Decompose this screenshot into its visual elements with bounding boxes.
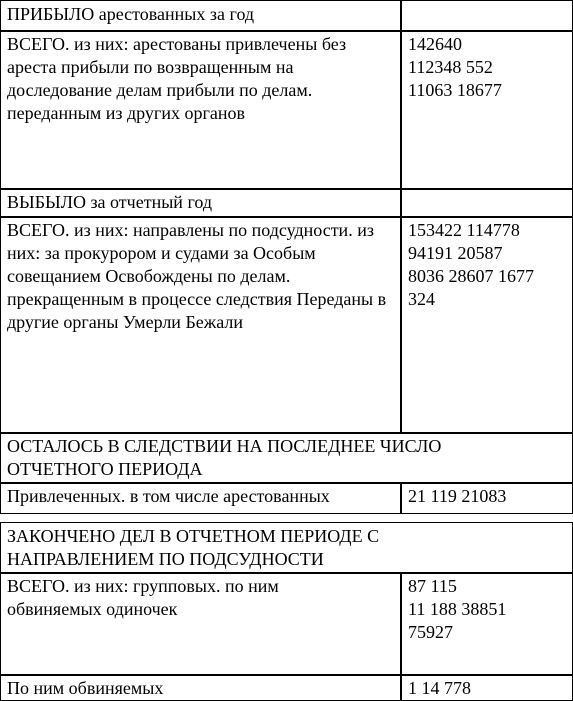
row-value: 142640 112348 552 11063 18677 xyxy=(400,30,573,190)
table-row xyxy=(0,674,573,701)
table-row xyxy=(0,30,573,190)
row-label: По ним обвиняемых xyxy=(0,674,402,701)
row-value: 153422 114778 94191 20587 8036 28607 1677 324 xyxy=(400,216,573,434)
row-label: ВСЕГО. из них: направлены по подсудности. из них: за прокурором и судами за Особым совещанием Освобождены по делам. прекращенным в процессе следствия Переданы в другие органы Умерли Бежали xyxy=(0,216,402,434)
row-value xyxy=(400,0,573,32)
table-row xyxy=(0,0,573,32)
row-value xyxy=(400,188,573,218)
row-label: ВСЕГО. из них: арестованы привлечены без ареста прибыли по возвращенным на доследование делам прибыли по делам. переданным из других органов xyxy=(0,30,402,190)
table-row xyxy=(0,482,573,514)
row-label: ВЫБЫЛО за отчетный год xyxy=(0,188,402,218)
section-header-row xyxy=(0,522,573,574)
section-header: ЗАКОНЧЕНО ДЕЛ В ОТЧЕТНОМ ПЕРИОДЕ С НАПРАВЛЕНИЕМ ПО ПОДСУДНОСТИ xyxy=(0,522,573,574)
table-row xyxy=(0,572,573,676)
row-label: ПРИБЫЛО арестованных за год xyxy=(0,0,402,32)
row-label: ВСЕГО. из них: групповых. по ним обвиняемых одиночек xyxy=(0,572,402,676)
table-row xyxy=(0,188,573,218)
row-value: 87 115 11 188 38851 75927 xyxy=(400,572,573,676)
table-row xyxy=(0,216,573,434)
row-value: 21 119 21083 xyxy=(400,482,573,514)
row-label: Привлеченных. в том числе арестованных xyxy=(0,482,402,514)
section-header-row xyxy=(0,432,573,484)
section-header: ОСТАЛОСЬ В СЛЕДСТВИИ НА ПОСЛЕДНЕЕ ЧИСЛО ОТЧЕТНОГО ПЕРИОДА xyxy=(0,432,573,484)
row-value: 1 14 778 xyxy=(400,674,573,701)
